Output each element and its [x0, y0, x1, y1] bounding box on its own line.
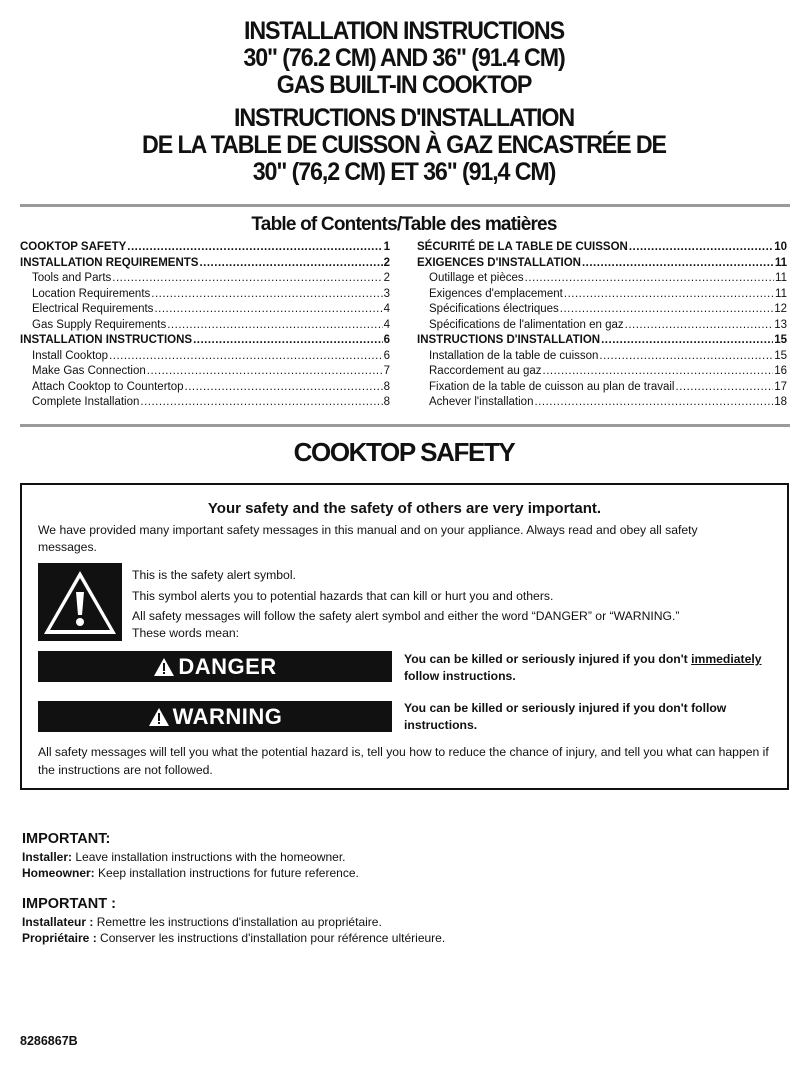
- toc-title: Table of Contents/Table des matières: [251, 214, 557, 235]
- warning-text: You can be killed or seriously injured if you don't follow instructions.: [404, 701, 727, 732]
- danger-word: DANGER: [178, 653, 277, 679]
- toc-entry[interactable]: Fixation de la table de cuisson au plan de travail ..... 17: [417, 380, 787, 396]
- toc-entry[interactable]: INSTRUCTIONS D'INSTALLATION ..... 15: [417, 333, 787, 349]
- toc-entry[interactable]: EXIGENCES D'INSTALLATION ..... 11: [417, 256, 787, 272]
- toc-entry[interactable]: Outillage et pièces ..... 11: [417, 271, 787, 287]
- important-english: [22, 829, 359, 881]
- important-heading: IMPORTANT:: [22, 831, 111, 847]
- safety-outro: All safety messages will tell you what the potential hazard is, tell you how to reduce the chance of injury, and tell you what can happen if the instructions are not followed.: [38, 745, 769, 777]
- important-heading: IMPORTANT :: [22, 896, 116, 912]
- toc-entry[interactable]: Electrical Requirements ..... 4: [20, 302, 390, 318]
- toc-entry[interactable]: COOKTOP SAFETY ..... 1: [20, 240, 390, 256]
- toc-entry[interactable]: Spécifications de l'alimentation en gaz ..... 13: [417, 318, 787, 334]
- installer-note: Installer: Leave installation instructions with the homeowner.: [22, 850, 346, 864]
- warning-triangle-icon: [148, 707, 170, 727]
- owner-note-fr: Propriétaire : Conserver les instructions d'installation pour référence ultérieure.: [22, 931, 446, 945]
- safety-box: [20, 483, 789, 790]
- homeowner-note: Homeowner: Keep installation instructions for future reference.: [22, 866, 359, 880]
- toc-french: [417, 240, 787, 411]
- document-title: [0, 18, 808, 186]
- title-line: INSTRUCTIONS D'INSTALLATION: [233, 104, 575, 132]
- toc-entry[interactable]: INSTALLATION REQUIREMENTS ..... 2: [20, 256, 390, 272]
- toc-entry[interactable]: Achever l'installation ..... 18: [417, 395, 787, 411]
- toc-entry[interactable]: Raccordement au gaz ..... 16: [417, 364, 787, 380]
- important-french: [22, 894, 445, 946]
- title-line: GAS BUILT-IN COOKTOP: [276, 71, 532, 99]
- danger-text: You can be killed or seriously injured if you don't immediately follow instructions.: [404, 652, 762, 683]
- toc-entry[interactable]: SÉCURITÉ DE LA TABLE DE CUISSON ..... 10: [417, 240, 787, 256]
- alert-line: This is the safety alert symbol.: [132, 568, 296, 582]
- safety-intro: We have provided many important safety messages in this manual and on your appliance. Always read and obey all safety messages.: [38, 523, 698, 554]
- toc-entry[interactable]: Attach Cooktop to Countertop ..... 8: [20, 380, 390, 396]
- toc-entry[interactable]: Location Requirements ..... 3: [20, 287, 390, 303]
- divider: [20, 204, 790, 207]
- section-title: COOKTOP SAFETY: [293, 437, 515, 467]
- warning-word: WARNING: [172, 703, 283, 729]
- alert-explanation: [132, 565, 679, 641]
- toc-entry[interactable]: INSTALLATION INSTRUCTIONS ..... 6: [20, 333, 390, 349]
- toc-entry[interactable]: Installation de la table de cuisson ..... 15: [417, 349, 787, 365]
- toc-entry[interactable]: Make Gas Connection ..... 7: [20, 364, 390, 380]
- danger-banner: [38, 651, 392, 682]
- safety-alert-icon: [38, 563, 122, 641]
- safety-heading: Your safety and the safety of others are very important.: [207, 500, 602, 517]
- toc-entry[interactable]: Spécifications électriques ..... 12: [417, 302, 787, 318]
- warning-triangle-icon: [153, 657, 175, 677]
- installer-note-fr: Installateur : Remettre les instructions d'installation au propriétaire.: [22, 915, 382, 929]
- toc-entry[interactable]: Gas Supply Requirements ..... 4: [20, 318, 390, 334]
- alert-line: This symbol alerts you to potential hazards that can kill or hurt you and others.: [132, 589, 554, 603]
- toc-entry[interactable]: Complete Installation ..... 8: [20, 395, 390, 411]
- toc-entry[interactable]: Tools and Parts ..... 2: [20, 271, 390, 287]
- alert-line: These words mean:: [132, 626, 240, 640]
- toc-entry[interactable]: Install Cooktop ..... 6: [20, 349, 390, 365]
- title-line: 30" (76,2 CM) ET 36" (91,4 CM): [252, 158, 556, 186]
- title-line: INSTALLATION INSTRUCTIONS: [244, 17, 564, 45]
- title-line: 30" (76.2 CM) AND 36" (91.4 CM): [243, 44, 565, 72]
- toc-english: [20, 240, 390, 411]
- alert-line: All safety messages will follow the safety alert symbol and either the word “DANGER” or “WARNING.”: [132, 609, 680, 623]
- divider: [20, 424, 790, 427]
- warning-banner: [38, 701, 392, 732]
- document-number: 8286867B: [20, 1034, 78, 1048]
- toc-entry[interactable]: Exigences d'emplacement ..... 11: [417, 287, 787, 303]
- title-line: DE LA TABLE DE CUISSON À GAZ ENCASTRÉE DE: [142, 131, 666, 159]
